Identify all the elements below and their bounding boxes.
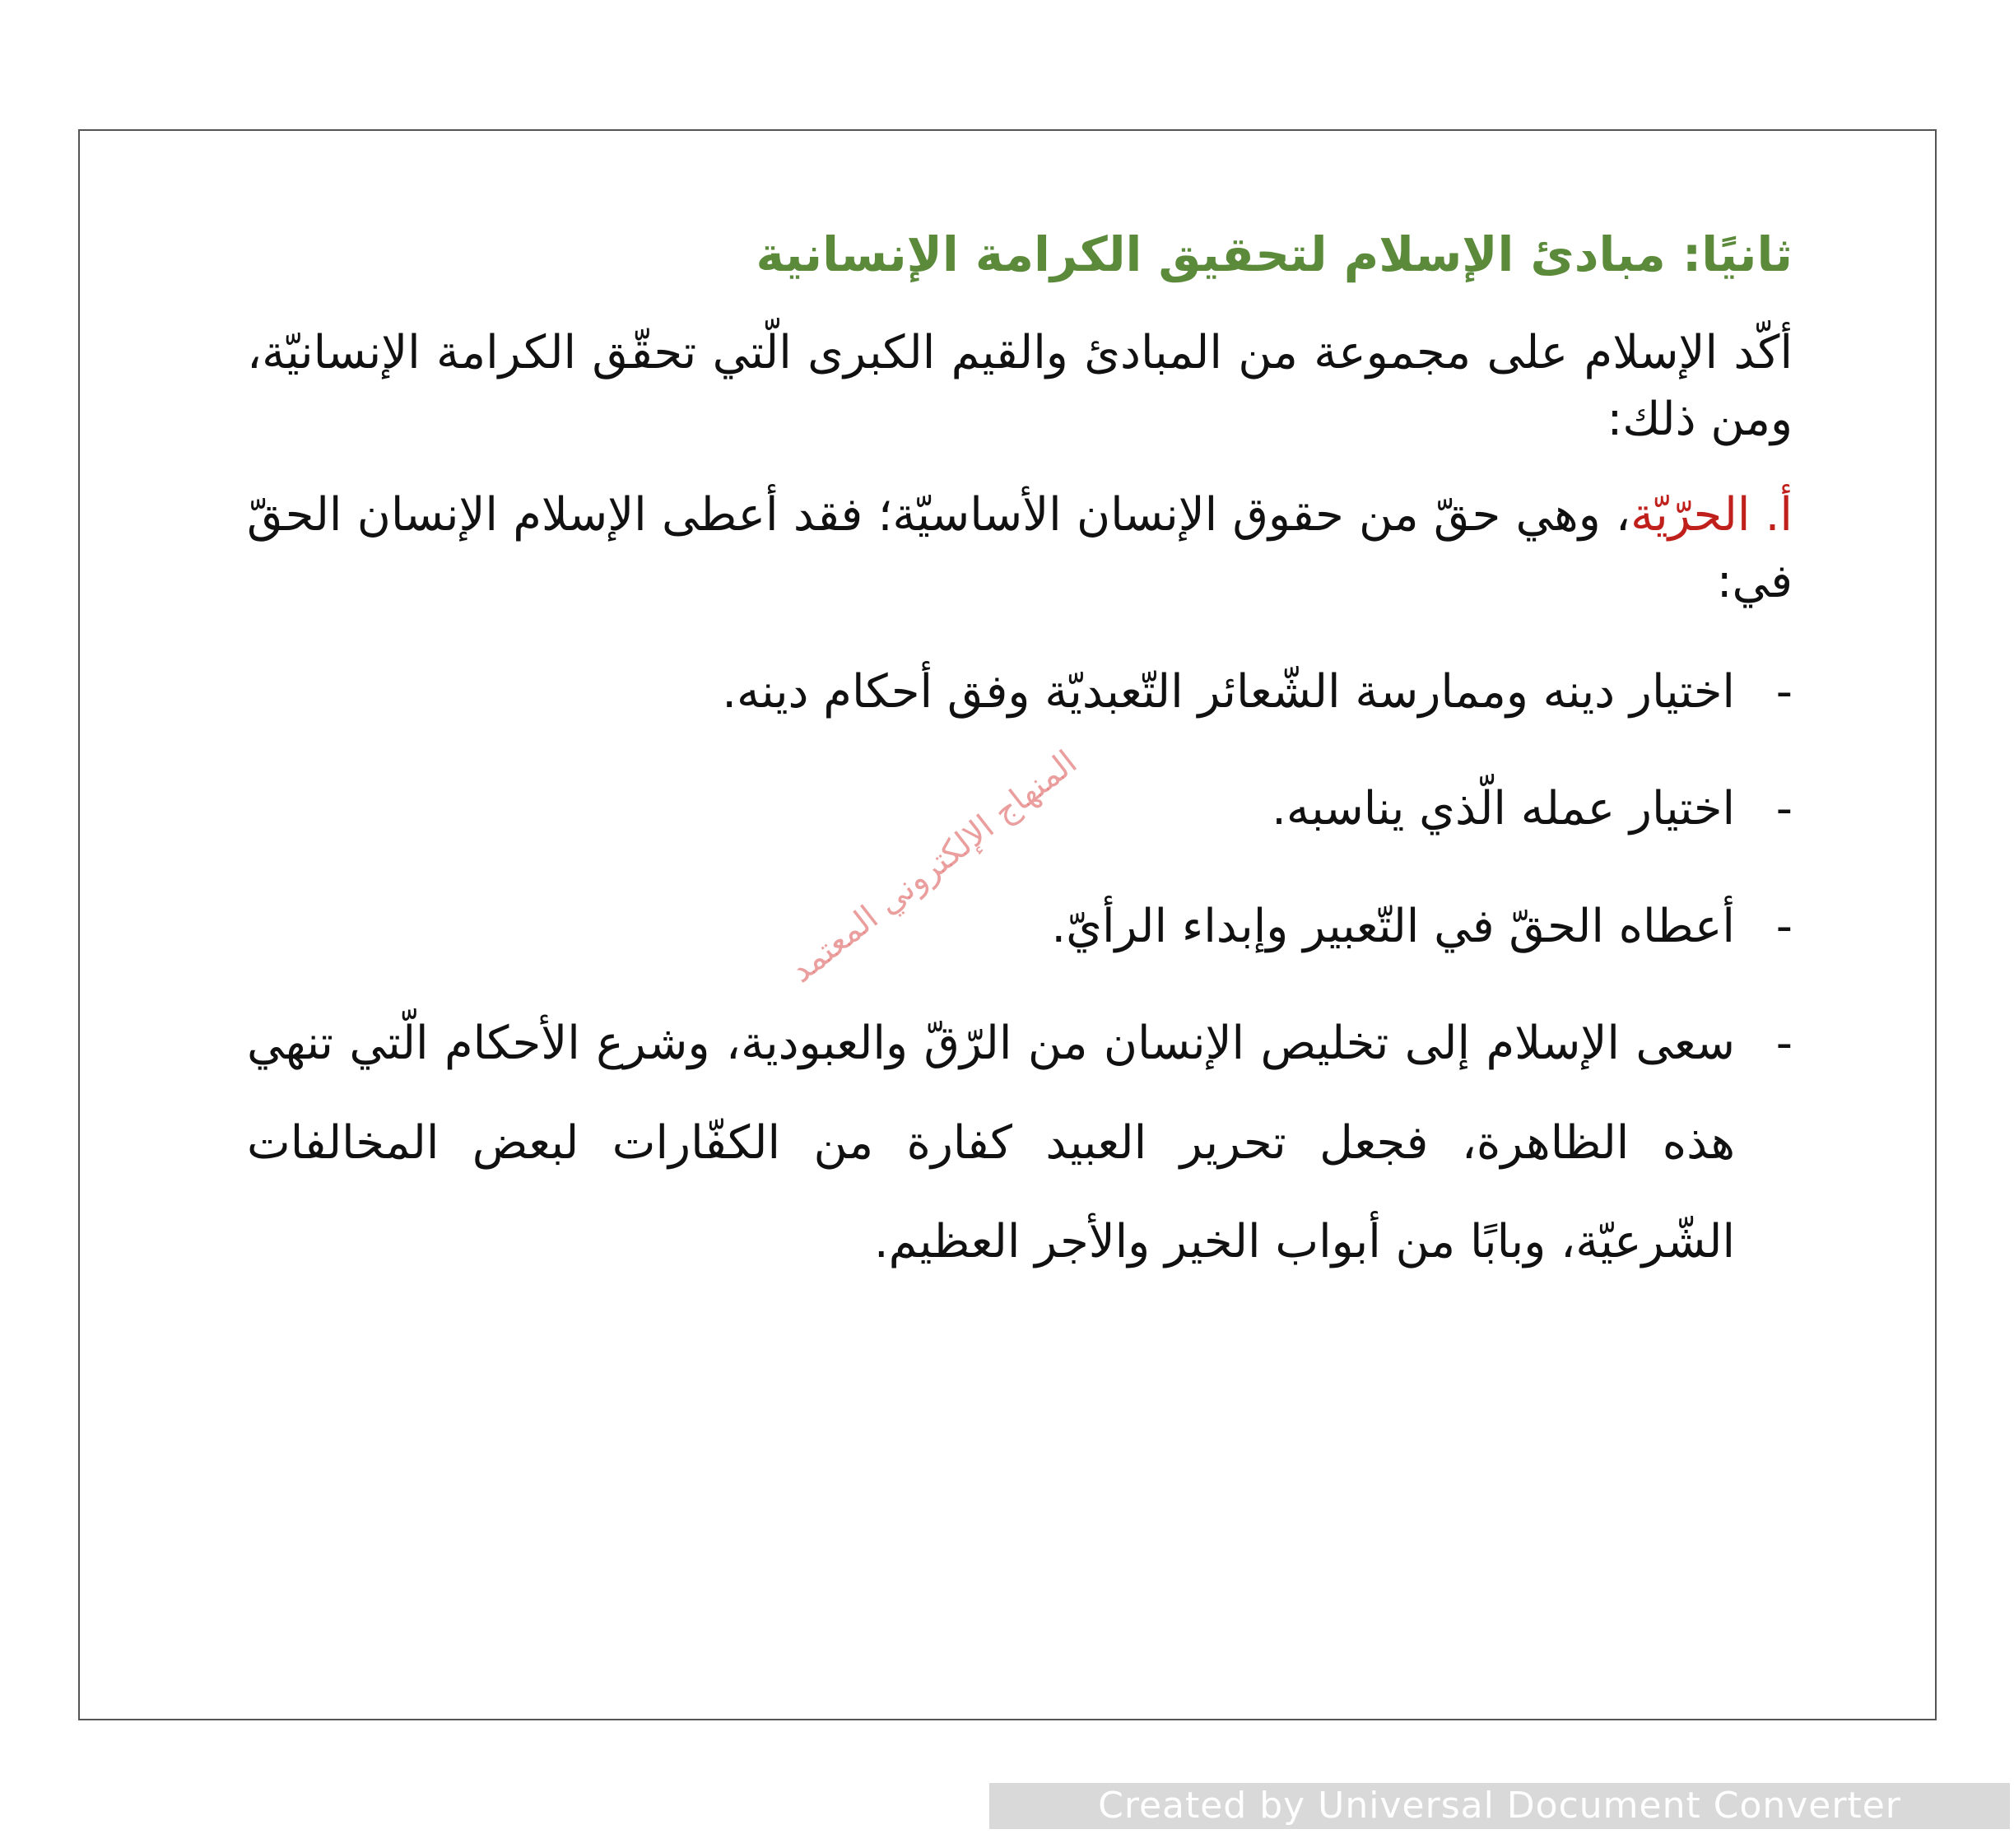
section-a-label: أ. الحرّيّة (1630, 487, 1793, 542)
bullet-marker: - (1775, 1017, 1793, 1071)
list-item-text: اختيار دينه وممارسة الشّعائر التّعبديّة وفق أحكام دينه. (722, 665, 1735, 719)
watermark-stamp: المنهاج الإلكتروني المعتمد (783, 742, 1085, 991)
section-a-text: ، وهي حقّ من حقوق الإنسان الأساسيّة؛ فقد أعطى الإسلام الإنسان الحقّ في: (247, 487, 1793, 608)
converter-banner: Created by Universal Document Converter (989, 1783, 2010, 1829)
list-item (247, 994, 1793, 1292)
bullet-marker: - (1775, 899, 1793, 953)
list-item (247, 643, 1793, 742)
section-a-paragraph (247, 482, 1793, 615)
bullet-marker: - (1775, 782, 1793, 836)
document-content (247, 222, 1793, 1310)
list-item-text: أعطاه الحقّ في التّعبير وإبداء الرأيّ. (1051, 899, 1735, 953)
intro-paragraph: أكّد الإسلام على مجموعة من المبادئ والقيم الكبرى الّتي تحقّق الكرامة الإنسانيّة، ومن ذلك: (247, 326, 1793, 447)
list-item-text: سعى الإسلام إلى تخليص الإنسان من الرّقّ والعبودية، وشرع الأحكام الّتي تنهي هذه الظاهرة، فجعل تحرير العبيد كفارة من الكفّارات لبعض المخالفات الشّرعيّة، وبابًا من أبواب الخير والأجر العظيم. (247, 1017, 1735, 1268)
page-title: ثانيًا: مبادئ الإسلام لتحقيق الكرامة الإنسانية (756, 226, 1793, 282)
list-item-text: اختيار عمله الّذي يناسبه. (1272, 782, 1735, 836)
rights-list (247, 643, 1793, 1292)
bullet-marker: - (1775, 665, 1793, 719)
list-item (247, 877, 1793, 976)
